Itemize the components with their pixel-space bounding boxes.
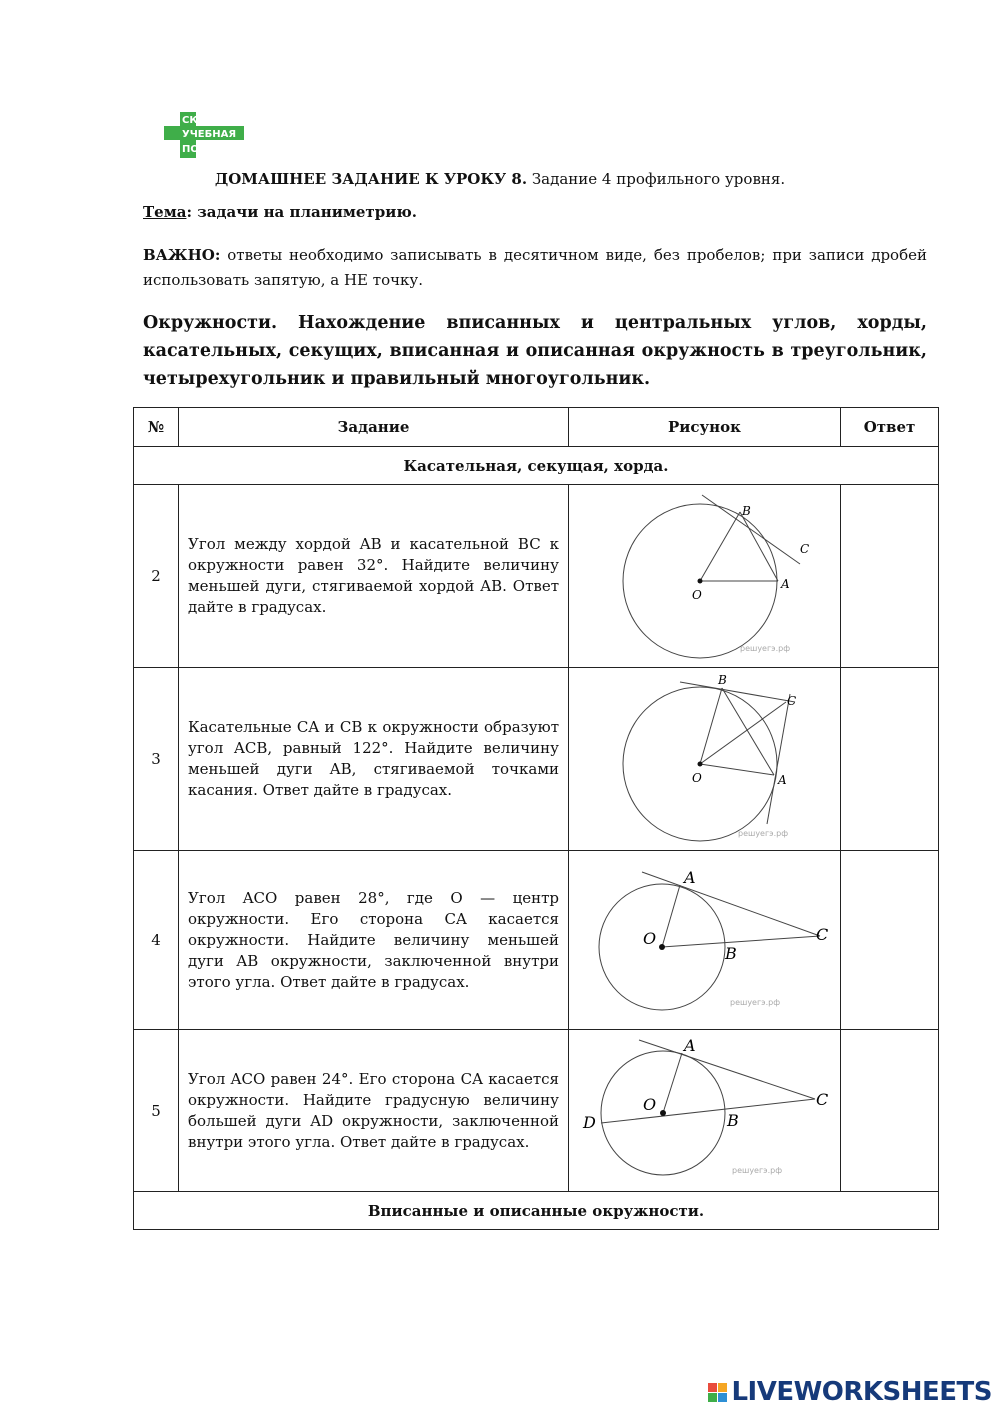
label-C: C <box>815 924 828 944</box>
figure-task-2 <box>590 491 820 661</box>
logo-line1: СКОРАЯ <box>182 115 229 126</box>
figure-cell <box>569 668 841 851</box>
header-task: Задание <box>179 408 569 447</box>
answer-cell[interactable] <box>841 485 939 668</box>
liveworksheets-brand <box>708 1377 992 1407</box>
brand-text: LIVEWORKSHEETS <box>731 1377 992 1407</box>
answer-cell[interactable] <box>841 851 939 1030</box>
topic <box>143 203 417 221</box>
header-num: № <box>134 408 179 447</box>
label-O: O <box>642 928 656 948</box>
label-A: A <box>777 773 787 787</box>
watermark: решуегэ.рф <box>729 997 780 1007</box>
label-B: B <box>726 1110 739 1130</box>
label-C: C <box>799 542 809 556</box>
task-number: 4 <box>134 851 179 1030</box>
header-figure: Рисунок <box>569 408 841 447</box>
brand-logo-icon <box>708 1383 727 1402</box>
label-D: D <box>582 1112 596 1132</box>
watermark: решуегэ.рф <box>731 1165 782 1175</box>
figure-cell <box>569 1030 841 1192</box>
page-title <box>0 170 1000 188</box>
figure-cell <box>569 485 841 668</box>
header-answer: Ответ <box>841 408 939 447</box>
task-table <box>133 407 939 1230</box>
figure-task-5 <box>575 1036 835 1186</box>
table-row <box>134 668 939 851</box>
important-label: ВАЖНО: <box>143 246 221 264</box>
label-A: A <box>780 577 790 591</box>
task-number: 3 <box>134 668 179 851</box>
task-text: Касательные CA и CB к окружности образуют угол ACB, равный 122°. Найдите величину меньшей дуги AB, стягиваемой точками касания. Ответ дайте в градусах. <box>179 668 569 851</box>
label-B: B <box>741 504 751 518</box>
watermark: решуегэ.рф <box>737 829 788 838</box>
task-number: 2 <box>134 485 179 668</box>
task-number: 5 <box>134 1030 179 1192</box>
table-row <box>134 485 939 668</box>
figure-cell <box>569 851 841 1030</box>
task-text: Угол ACO равен 28°, где O — центр окружности. Его сторона CA касается окружности. Найдите величину меньшей дуги AB окружности, заключенной внутри этого угла. Ответ дайте в градусах. <box>179 851 569 1030</box>
topic-text: : задачи на планиметрию. <box>186 203 417 221</box>
answer-cell[interactable] <box>841 668 939 851</box>
title-bold: ДОМАШНЕЕ ЗАДАНИЕ К УРОКУ 8. <box>214 170 528 188</box>
table-row <box>134 851 939 1030</box>
label-B: B <box>724 943 737 963</box>
label-O: O <box>691 588 702 602</box>
important-note <box>143 243 927 293</box>
label-C: C <box>815 1089 828 1109</box>
logo-line2: УЧЕБНАЯ <box>182 129 237 140</box>
label-O: O <box>642 1094 656 1114</box>
logo <box>164 112 244 158</box>
topic-label: Тема <box>143 203 187 221</box>
logo-line3: ПОМОЩЬ <box>182 144 239 155</box>
table-row <box>134 1030 939 1192</box>
figure-task-4 <box>580 858 830 1023</box>
group-heading-tangent: Касательная, секущая, хорда. <box>134 447 939 485</box>
label-B: B <box>717 674 727 687</box>
figure-task-3 <box>590 674 820 844</box>
label-A: A <box>683 1035 696 1055</box>
task-text: Угол ACO равен 24°. Его сторона CA касается окружности. Найдите градусную величину большей дуги AD окружности, заключенной внутри этого угла. Ответ дайте в градусах. <box>179 1030 569 1192</box>
group-heading-circles: Вписанные и описанные окружности. <box>134 1192 939 1230</box>
watermark: решуегэ.рф <box>739 644 790 653</box>
answer-cell[interactable] <box>841 1030 939 1192</box>
section-heading: Окружности. Нахождение вписанных и центральных углов, хорды, касательных, секущих, вписанная и описанная окружность в треугольник, четырехугольник и правильный многоугольник. <box>143 313 927 389</box>
task-text: Угол между хордой AB и касательной BC к окружности равен 32°. Найдите величину меньшей дуги, стягиваемой хордой AB. Ответ дайте в градусах. <box>179 485 569 668</box>
label-A: A <box>683 867 696 887</box>
title-rest: Задание 4 профильного уровня. <box>527 170 786 188</box>
important-text: ответы необходимо записывать в десятичном виде, без пробелов; при записи дробей использовать запятую, а НЕ точку. <box>143 246 927 289</box>
label-O: O <box>691 771 702 785</box>
label-C: C <box>786 694 796 708</box>
